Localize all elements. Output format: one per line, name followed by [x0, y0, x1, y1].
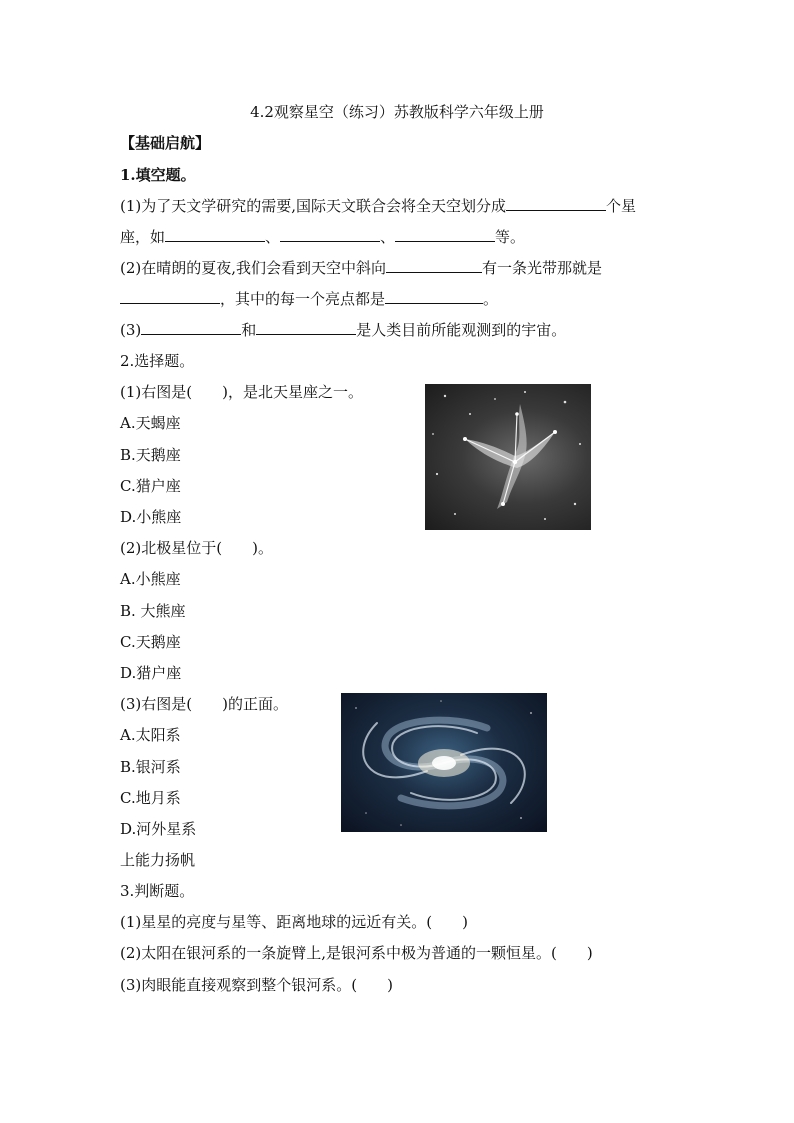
q2-1-stem: (1)右图是( )，是北天星座之一。	[120, 383, 363, 401]
q2-heading: 2.选择题。	[120, 352, 195, 370]
option: D.猎户座	[120, 664, 182, 682]
section-subheading: 上能力扬帆	[120, 851, 196, 869]
q1-heading: 1.填空题。	[120, 166, 196, 184]
q2-3-stem: (3)右图是( )的正面。	[120, 695, 288, 713]
blank[interactable]	[280, 227, 380, 242]
option: B.天鹅座	[120, 446, 181, 464]
q3-heading: 3.判断题。	[120, 882, 195, 900]
q3-1: (1)星星的亮度与星等、距离地球的远近有关。( )	[120, 913, 468, 931]
blank[interactable]	[141, 320, 241, 335]
option: A.小熊座	[120, 570, 181, 588]
option: B. 大熊座	[120, 602, 186, 620]
blank[interactable]	[385, 289, 483, 304]
blank[interactable]	[120, 289, 220, 304]
q3-3: (3)肉眼能直接观察到整个银河系。( )	[120, 976, 393, 994]
blank[interactable]	[165, 227, 265, 242]
option: C.天鹅座	[120, 633, 181, 651]
section-heading: 【基础启航】	[120, 134, 211, 152]
option: C.地月系	[120, 789, 181, 807]
blank[interactable]	[386, 258, 482, 273]
q2-2-stem: (2)北极星位于( )。	[120, 539, 273, 557]
q3-2: (2)太阳在银河系的一条旋臂上,是银河系中极为普通的一颗恒星。( )	[120, 944, 593, 962]
option: C.猎户座	[120, 477, 181, 495]
milky-way-galaxy-image	[341, 693, 547, 832]
q1-line-1: (1)为了天文学研究的需要,国际天文联合会将全天空划分成 个星	[120, 197, 637, 215]
option: D.小熊座	[120, 508, 182, 526]
blank[interactable]	[506, 196, 606, 211]
page-title: 4.2观察星空（练习）苏教版科学六年级上册	[250, 103, 544, 121]
option: A.太阳系	[120, 726, 181, 744]
option: A.天蝎座	[120, 414, 181, 432]
q1-line-2: 座，如 、 、 等。	[120, 228, 526, 246]
cygnus-constellation-image	[425, 384, 591, 530]
option: B.银河系	[120, 758, 181, 776]
blank[interactable]	[256, 320, 356, 335]
q1-line-4: ，其中的每一个亮点都是 。	[120, 289, 498, 309]
q1-line-3: (2)在晴朗的夏夜,我们会看到天空中斜向 有一条光带那就是	[120, 259, 603, 277]
q1-line-5: (3) 和 是人类目前所能观测到的宇宙。	[120, 321, 567, 339]
option: D.河外星系	[120, 820, 197, 838]
blank[interactable]	[395, 227, 495, 242]
